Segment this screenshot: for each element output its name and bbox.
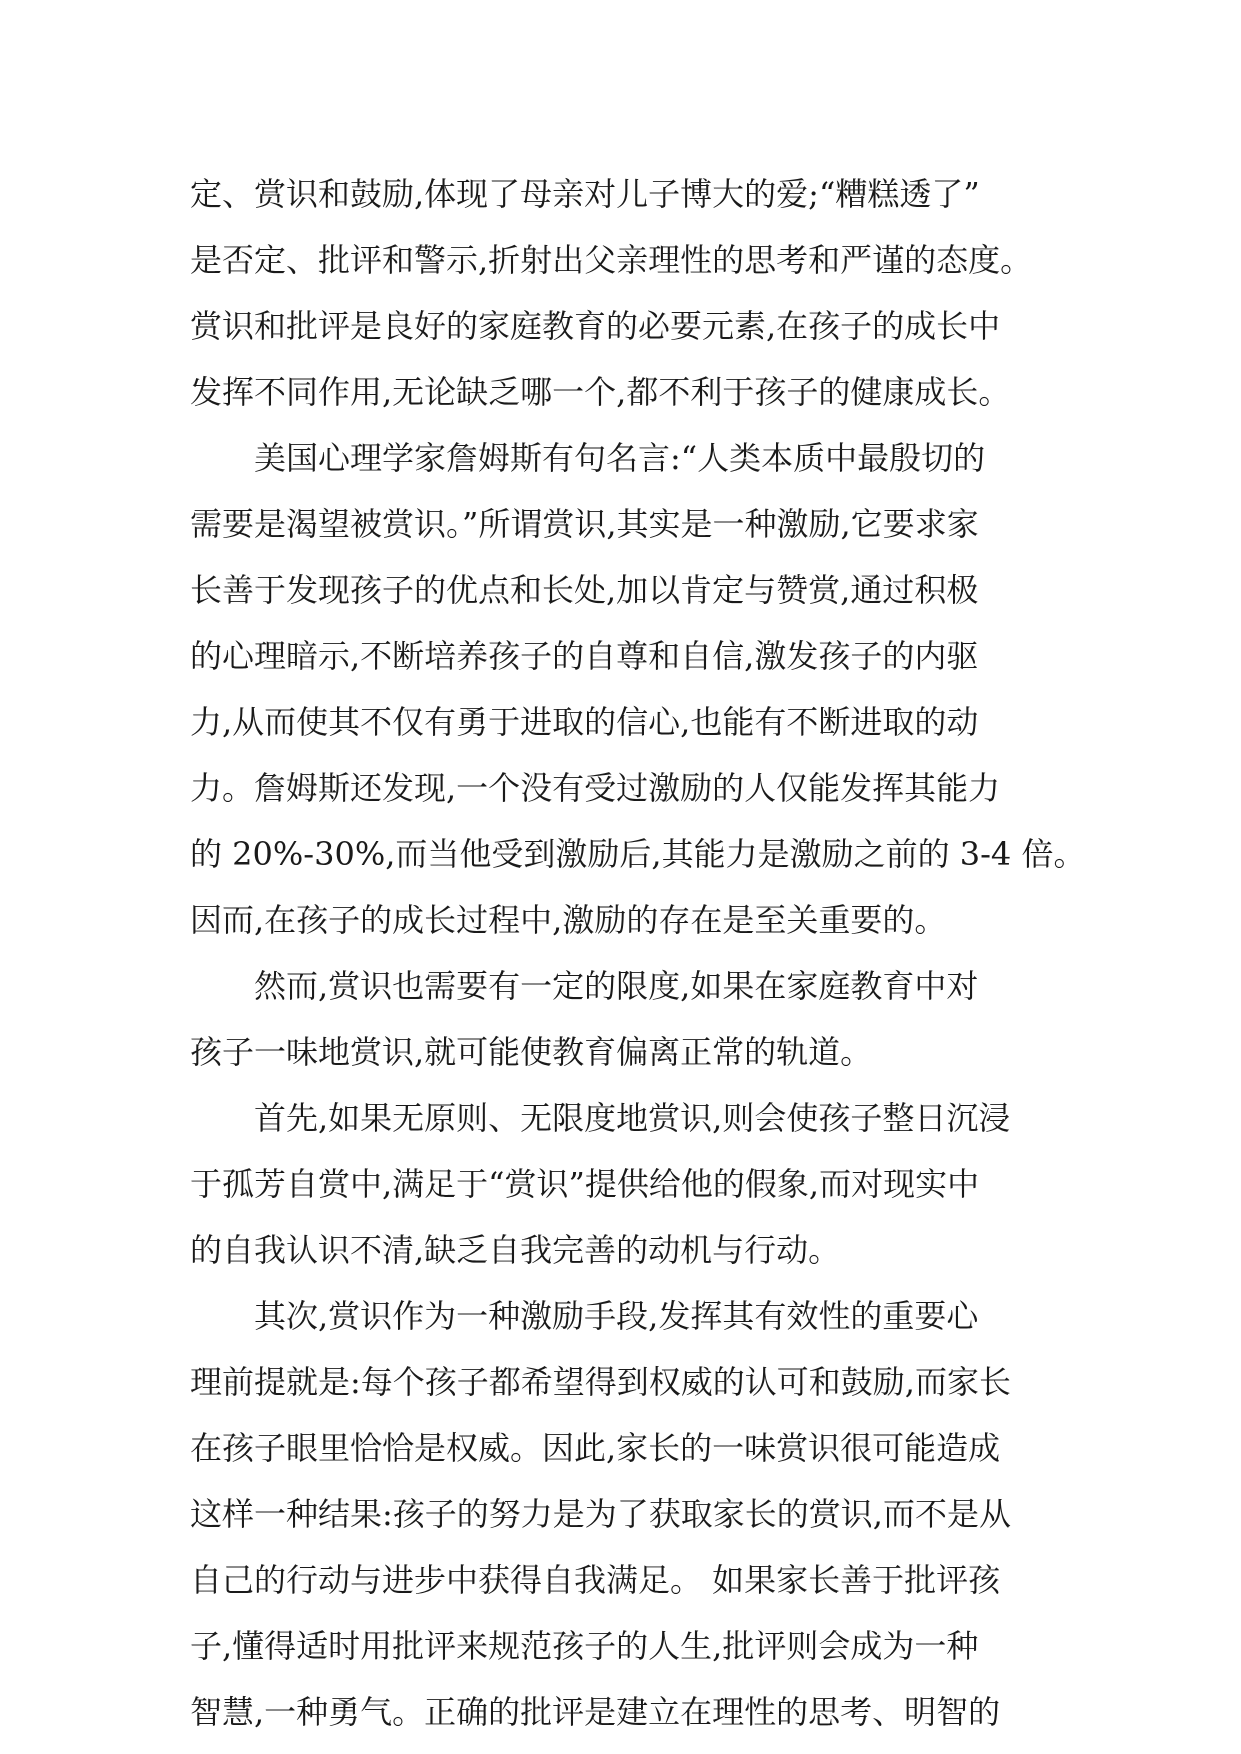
text-line: 这样一种结果:孩子的努力是为了获取家长的赏识,而不是从 xyxy=(190,1495,1011,1533)
body-text xyxy=(190,161,1086,1745)
text-line: 长善于发现孩子的优点和长处,加以肯定与赞赏,通过积极 xyxy=(190,571,979,609)
text-line: 理前提就是:每个孩子都希望得到权威的认可和鼓励,而家长 xyxy=(190,1363,1011,1401)
text-line: 需要是渴望被赏识。”所谓赏识,其实是一种激励,它要求家 xyxy=(190,505,979,543)
text-line: 其次,赏识作为一种激励手段,发挥其有效性的重要心 xyxy=(254,1297,979,1335)
text-line: 的自我认识不清,缺乏自我完善的动机与行动。 xyxy=(190,1231,841,1269)
text-line: 力,从而使其不仅有勇于进取的信心,也能有不断进取的动 xyxy=(190,703,979,741)
text-line: 的 20%-30%,而当他受到激励后,其能力是激励之前的 3-4 倍。 xyxy=(190,835,1086,873)
text-line: 是否定、批评和警示,折射出父亲理性的思考和严谨的态度。 xyxy=(190,241,1033,279)
text-line: 在孩子眼里恰恰是权威。因此,家长的一味赏识很可能造成 xyxy=(190,1429,1001,1467)
text-line: 智慧,一种勇气。正确的批评是建立在理性的思考、明智的 xyxy=(190,1693,1001,1731)
text-line: 自己的行动与进步中获得自我满足。 如果家长善于批评孩 xyxy=(190,1561,1001,1599)
text-line: 力。詹姆斯还发现,一个没有受过激励的人仅能发挥其能力 xyxy=(190,769,1001,807)
text-line: 因而,在孩子的成长过程中,激励的存在是至关重要的。 xyxy=(190,901,947,939)
text-line: 发挥不同作用,无论缺乏哪一个,都不利于孩子的健康成长。 xyxy=(190,373,1011,411)
text-line: 子,懂得适时用批评来规范孩子的人生,批评则会成为一种 xyxy=(190,1627,979,1665)
text-line: 于孤芳自赏中,满足于“赏识”提供给他的假象,而对现实中 xyxy=(190,1165,980,1203)
text-line: 首先,如果无原则、无限度地赏识,则会使孩子整日沉浸 xyxy=(254,1099,1011,1137)
text-line: 定、赏识和鼓励,体现了母亲对儿子博大的爱;“糟糕透了” xyxy=(190,175,980,213)
text-line: 孩子一味地赏识,就可能使教育偏离正常的轨道。 xyxy=(190,1033,873,1071)
text-line: 的心理暗示,不断培养孩子的自尊和自信,激发孩子的内驱 xyxy=(190,637,979,675)
text-line: 美国心理学家詹姆斯有句名言:“人类本质中最殷切的 xyxy=(254,439,986,477)
text-line: 然而,赏识也需要有一定的限度,如果在家庭教育中对 xyxy=(254,967,979,1005)
text-line: 赏识和批评是良好的家庭教育的必要元素,在孩子的成长中 xyxy=(190,307,1001,345)
